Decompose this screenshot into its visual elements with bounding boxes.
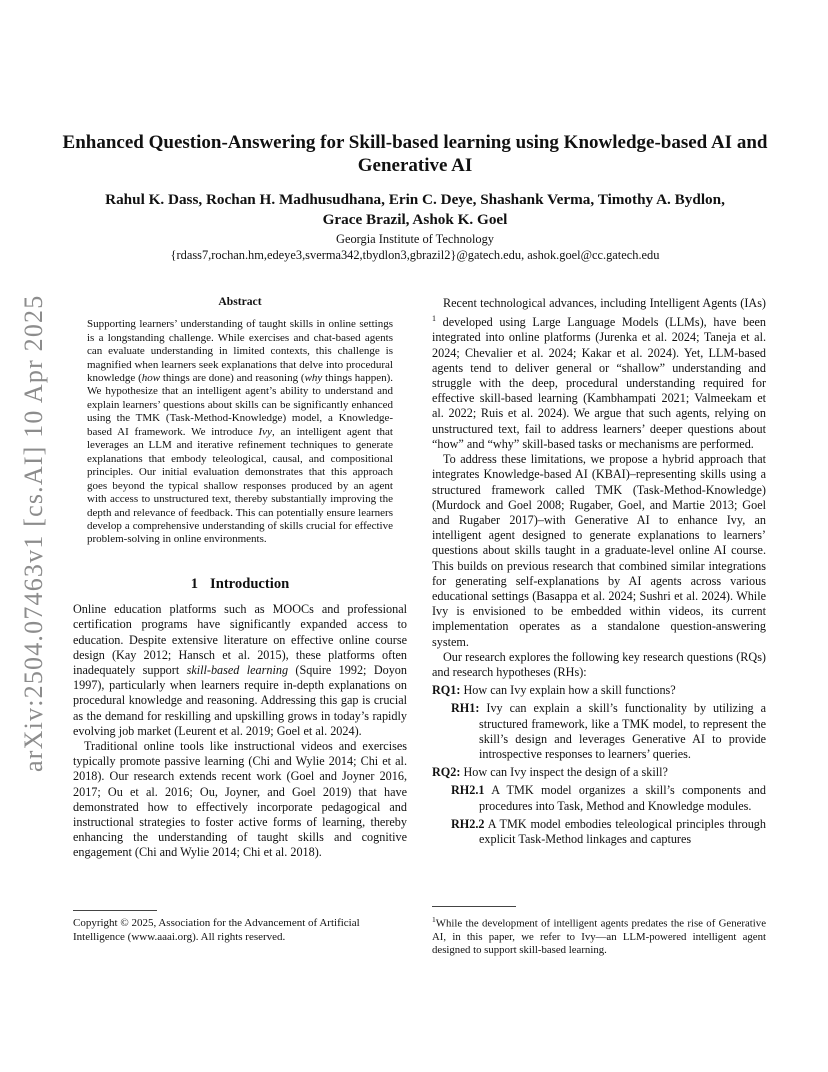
rq-text: How can Ivy explain how a skill functions? (463, 683, 676, 698)
abstract-text-part: things are done) and reasoning ( (160, 372, 305, 385)
footnote-rule (73, 910, 157, 911)
affiliation: Georgia Institute of Technology (336, 232, 494, 246)
paragraph-emphasis: skill-based learning (186, 662, 289, 677)
section-number: 1 (190, 575, 199, 592)
rq-text: How can Ivy inspect the design of a skill? (463, 765, 668, 780)
abstract-text-part: , an intelligent agent that leverages an LLM and iterative refinement techniques to generate explanations that embody teleological, causal, and compositional principles. Our initial evaluation demonstrates that this approach goes beyond the typical shallow responses produced by an agent with access to unstructured text, thereby substantially improving the depth and relevance of feedback. This can potentially ensure learners develop a comprehensive understanding of skills crucial for effective problem-solving in online environments. (87, 425, 393, 546)
abstract-heading: Abstract (218, 295, 262, 308)
footnote-rule (432, 906, 516, 907)
rh-text: A TMK model embodies teleological principles through explicit Task-Method linkages and captures (479, 816, 766, 846)
right-paragraph-1 (432, 296, 766, 452)
abstract-text-part: Supporting learners’ understanding of taught skills in online settings is a longstanding challenge. While exercises and chat-based agents can evaluate understanding in limited contexts, this challenge is magnified when learners seek explanations that delve into procedural knowledge ( (87, 318, 393, 385)
research-hypothesis-1 (451, 701, 766, 762)
right-paragraph-3: Our research explores the following key research questions (RQs) and research hypotheses (RHs): (432, 649, 766, 679)
abstract-emphasis: how (141, 372, 161, 385)
research-question-1 (432, 683, 766, 698)
research-question-2 (432, 765, 766, 780)
abstract-text-part: things happen). We hypothesize that an intelligent agent’s ability to understand and explain learners’ questions about skills can be significantly enhanced using the TMK (Task-Method-Knowledge) model, a Knowledge-based AI framework. We introduce (87, 372, 393, 438)
footnote-mark: 1 (432, 915, 436, 924)
paragraph-text: (Squire 1992; Doyon 1997), particularly when learners require in-depth explanations on procedural knowledge and reasoning. Addressing this gap is crucial as the demand for reskilling and upskilling grows in today’s rapidly evolving job market (Leurent et al. 2019; Goel et al. 2024). (73, 662, 407, 738)
paper-title: Enhanced Question-Answering for Skill-based learning using Knowledge-based AI and Generative AI (62, 132, 768, 176)
rq-label: RQ1: (432, 683, 461, 698)
abstract-emphasis: Ivy (258, 425, 272, 438)
authors-line-1: Rahul K. Dass, Rochan H. Madhusudhana, Erin C. Deye, Shashank Verma, Timothy A. Bydlon, (105, 191, 725, 208)
research-hypothesis-2-1 (451, 783, 766, 813)
affiliation-block (60, 232, 770, 263)
rh-text: A TMK model organizes a skill’s components and procedures into Task, Method and Knowledge modules. (479, 783, 766, 813)
author-list (60, 190, 770, 229)
research-hypothesis-2-2 (451, 817, 766, 847)
rh-label: RH2.1 (451, 783, 485, 798)
paragraph-text: Recent technological advances, including Intelligent Agents (IAs) (443, 296, 766, 310)
arxiv-identifier-stamp[interactable]: arXiv:2504.07463v1 [cs.AI] 10 Apr 2025 (19, 294, 48, 772)
rh-text: Ivy can explain a skill’s functionality by utilizing a structured framework, like a TMK model, to represent the skill’s design and leverages Generative AI to provide introspective responses to learners’ queries. (479, 701, 767, 761)
footnote (432, 906, 766, 958)
right-column (432, 296, 766, 850)
authors-line-2: Grace Brazil, Ashok K. Goel (322, 210, 508, 228)
copyright-text: Copyright © 2025, Association for the Advancement of Artificial Intelligence (www.aaai.org). All rights reserved. (73, 917, 360, 943)
footnote-text (432, 913, 766, 958)
paragraph-text: developed using Large Language Models (LLMs), have been integrated into online platforms (Jurenka et al. 2024; Taneja et al. 2024; Chevalier et al. 2024; Kakar et al. 2024). Yet, LLM-based agents tend to deliver general or “shallow” understanding and struggle with the deep, procedural understanding required for effective skill-based learning (Kambhampati 2021; Valmeekam et al. 2022; Ruis et al. 2024). We argue that such agents, relying on unstructured text, fail to address learners’ deeper questions about “how” and “why” skill-based tasks or mechanisms are performed. (432, 315, 766, 451)
intro-paragraph-2: Traditional online tools like instructional videos and exercises typically promote passive learning (Chi and Wylie 2014; Chi et al. 2018). Our research extends recent work (Goel and Joyner 2016, 2017; Ou et al. 2016; Ou, Joyner, and Goel 2019) that have demonstrated how to effectively incorporate pedagogical and instructional strategies to foster active forms of learning, thereby enhancing the understanding of taught skills and cognitive engagement (Chi and Wylie 2014; Chi et al. 2018). (73, 738, 407, 860)
copyright-notice (73, 910, 407, 944)
rq-label: RQ2: (432, 765, 461, 780)
abstract-emphasis: why (304, 372, 323, 385)
author-emails: {rdass7,rochan.hm,edeye3,sverma342,tbydlon3,gbrazil2}@gatech.edu, ashok.goel@cc.gatech.edu (170, 247, 660, 262)
paragraph-text: Online education platforms such as MOOCs and professional certification programs have significantly expanded access to education. Despite extensive literature on effective online course design (Kay 2012; Hansch et al. 2015), these platforms often inadequately support (73, 602, 407, 677)
abstract-text (87, 318, 393, 547)
left-column (73, 294, 407, 861)
footnote-marker[interactable]: 1 (432, 314, 436, 324)
intro-paragraph-1 (73, 602, 407, 739)
section-title: Introduction (210, 575, 290, 592)
rh-label: RH1: (451, 701, 480, 716)
footnote-body: While the development of intelligent agents predates the rise of Generative AI, in this paper, we refer to Ivy—an LLM-powered intelligent agent designed to support skill-based learning. (432, 917, 766, 957)
section-heading-introduction (73, 577, 407, 592)
right-paragraph-2: To address these limitations, we propose a hybrid approach that integrates Knowledge-based AI (KBAI)–representing skills using a structured framework called TMK (Task-Method-Knowledge) (Murdock and Goel 2008; Rugaber, Goel, and Martie 2013; Goel and Rugaber 2017)–with Generative AI to enhance Ivy, an intelligent agent designed to generate explanations to learners’ questions about skills taught in a graduate-level online AI course. This builds on previous research that combined similar integrations for generating self-explanations by AI agents across various educational settings (Basappa et al. 2024; Sushri et al. 2024). While Ivy is envisioned to be embedded within videos, its current implementation operates as a standalone question-answering system. (432, 452, 766, 649)
rh-label: RH2.2 (451, 816, 485, 831)
